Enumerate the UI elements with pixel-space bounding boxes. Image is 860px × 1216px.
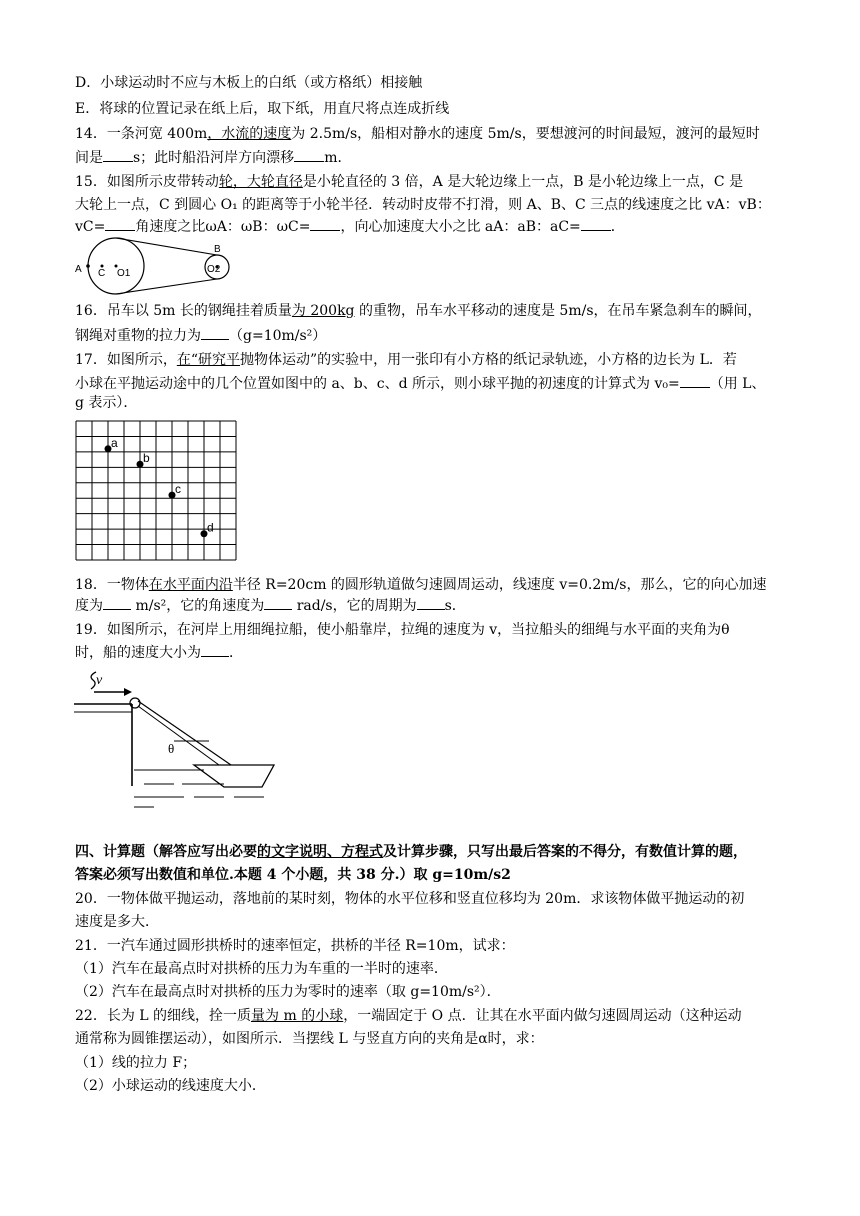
answer-blank[interactable]: [417, 595, 445, 610]
answer-blank[interactable]: [310, 216, 340, 231]
question-20-line-1: 20．一物体做平抛运动，落地前的某时刻，物体的水平位移和竖直位移均为 20m．求该物体做平抛运动的初: [75, 891, 745, 907]
question-21-line-1: 21．一汽车通过圆形拱桥时的速率恒定，拱桥的半径 R=10m，试求：: [75, 938, 515, 954]
question-18-line-1: 18．一物体在水平面内沿半径 R=20cm 的圆形轨道做匀速圆周运动，线速度 v=0.2m/s，那么，它的向心加速: [75, 577, 767, 593]
point-label-b: b: [143, 451, 150, 466]
question-22-part-2: （2）小球运动的线速度大小．: [75, 1078, 266, 1094]
label-b: B: [214, 244, 221, 255]
answer-blank[interactable]: [105, 216, 135, 231]
answer-blank[interactable]: [264, 595, 292, 610]
question-18-line-2: 度为 m/s²，它的角速度为 rad/s，它的周期为 s．: [75, 595, 466, 616]
belt-pulley-figure: [70, 236, 240, 296]
point-label-a: a: [111, 435, 118, 450]
label-o1: O1: [117, 268, 131, 279]
boat-pulling-figure: [74, 666, 284, 811]
answer-blank[interactable]: [201, 642, 229, 657]
answer-blank[interactable]: [680, 373, 710, 388]
answer-blank[interactable]: [103, 595, 131, 610]
question-14-line-2: 间是 s；此时船沿河岸方向漂移 m．: [75, 147, 351, 168]
point-label-c: c: [175, 482, 181, 497]
question-21-part-2: （2）汽车在最高点时对拱桥的压力为零时的速率（取 g=10m/s²）．: [75, 984, 501, 1000]
label-o2: O2: [207, 264, 221, 275]
grid-trajectory-figure: [74, 419, 238, 562]
answer-blank[interactable]: [103, 147, 133, 162]
question-15-line-3: vC= 角速度之比ωA：ωB：ωC= ，向心加速度大小之比 aA：aB：aC= ．: [75, 216, 625, 237]
question-15-line-1: 15．如图所示皮带转动轮，大轮直径是小轮直径的 3 倍，A 是大轮边缘上一点，B 是小轮边缘上一点，C 是: [75, 174, 744, 190]
question-21-part-1: （1）汽车在最高点时对拱桥的压力为车重的一半时的速率．: [75, 961, 448, 977]
answer-blank[interactable]: [201, 325, 229, 340]
question-15-line-2: 大轮上一点，C 到圆心 O₁ 的距离等于小轮半径．转动时皮带不打滑，则 A、B、C 三点的线速度之比 vA：vB：: [75, 197, 771, 213]
label-c: C: [98, 268, 106, 279]
question-22-part-1: （1）线的拉力 F；: [75, 1055, 197, 1071]
answer-blank[interactable]: [581, 216, 611, 231]
option-d: D．小球运动时不应与木板上的白纸（或方格纸）相接触: [75, 75, 423, 91]
label-theta: θ: [168, 741, 175, 756]
question-17-line-3: g 表示）．: [75, 395, 138, 411]
label-v: v: [96, 673, 103, 688]
question-22-line-2: 通常称为圆锥摆运动），如图所示．当摆线 L 与竖直方向的夹角是α时，求：: [75, 1031, 544, 1047]
option-e: E．将球的位置记录在纸上后，取下纸，用直尺将点连成折线: [75, 101, 450, 117]
question-17-line-1: 17．如图所示，在“研究平抛物体运动”的实验中，用一张印有小方格的纸记录轨迹，小方格的边长为 L．若: [75, 352, 737, 368]
question-22-line-1: 22．长为 L 的细线，拴一质量为 m 的小球，一端固定于 O 点．让其在水平面内做匀速圆周运动（这种运动: [75, 1008, 742, 1024]
point-label-d: d: [207, 520, 214, 535]
answer-blank[interactable]: [294, 147, 324, 162]
label-a: A: [75, 264, 82, 275]
question-17-line-2: 小球在平抛运动途中的几个位置如图中的 a、b、c、d 所示，则小球平抛的初速度的计算式为 v₀= （用 L、: [75, 373, 765, 394]
question-16-line-1: 16．吊车以 5m 长的钢绳挂着质量为 200kg 的重物，吊车水平移动的速度是 5m/s，在吊车紧急刹车的瞬间，: [75, 303, 762, 319]
question-19-line-1: 19．如图所示，在河岸上用细绳拉船，使小船靠岸，拉绳的速度为 v，当拉船头的细绳与水平面的夹角为θ: [75, 622, 730, 638]
section-4-heading-line-2: 答案必须写出数值和单位.本题 4 个小题，共 38 分.）取 g=10m/s2: [75, 867, 511, 883]
section-4-heading-line-1: 四、计算题（解答应写出必要的文字说明、方程式及计算步骤，只写出最后答案的不得分，有数值计算的题，: [75, 844, 747, 860]
question-20-line-2: 速度是多大．: [75, 914, 159, 930]
question-14-line-1: 14．一条河宽 400m，水流的速度为 2.5m/s，船相对静水的速度 5m/s，要想渡河的时间最短，渡河的最短时: [75, 126, 760, 142]
question-16-line-2: 钢绳对重物的拉力为 （g=10m/s²）: [75, 325, 326, 346]
question-19-line-2: 时，船的速度大小为 ．: [75, 642, 243, 663]
